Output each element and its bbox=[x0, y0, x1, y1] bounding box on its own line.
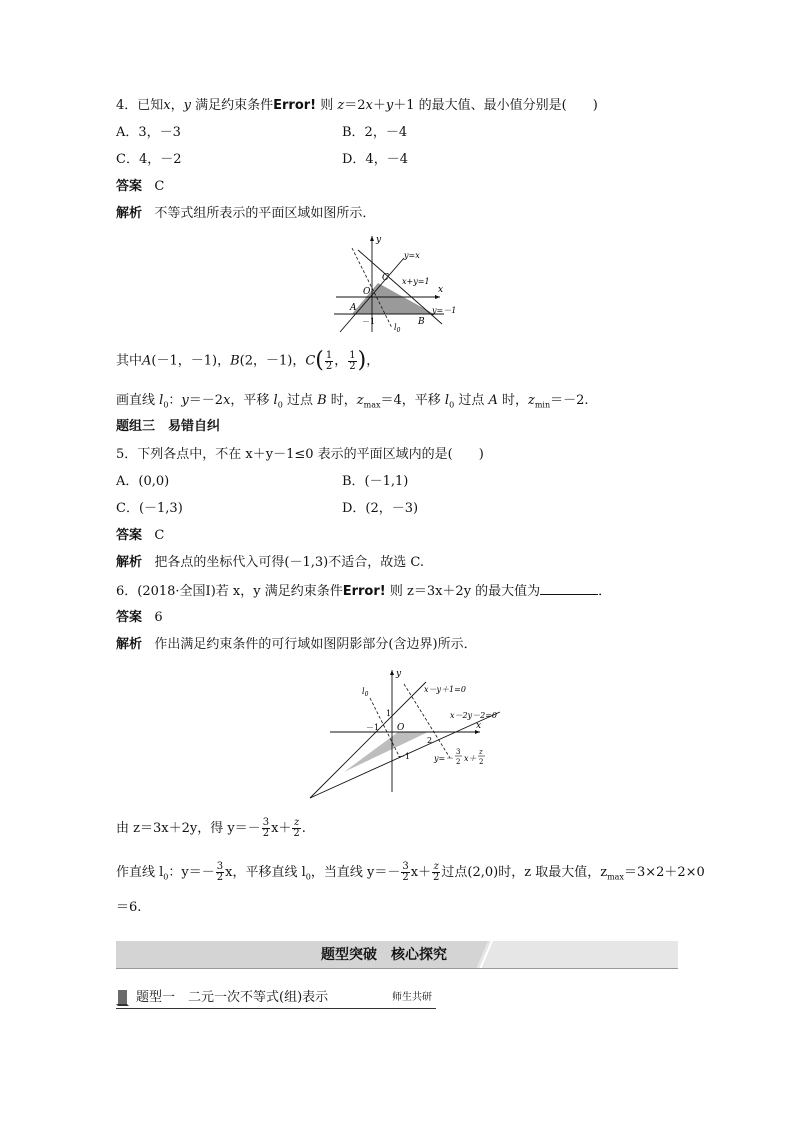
svg-text:z: z bbox=[479, 748, 483, 756]
fig2-y-label: y bbox=[396, 669, 402, 679]
section-banner bbox=[116, 941, 678, 969]
q4-option-a: A．3，－3 bbox=[116, 125, 181, 140]
fig1-neg1: －1 bbox=[362, 317, 376, 326]
figure-feasible-region-1 bbox=[332, 228, 462, 334]
fig1-y-label: y bbox=[376, 235, 382, 245]
fig2-neg1-y: －1 bbox=[397, 752, 411, 761]
fig1-point-b: B bbox=[418, 317, 425, 327]
topic-tag: 师生共研 bbox=[392, 992, 432, 1003]
fig2-origin-label: O bbox=[397, 723, 405, 733]
topic-marker-icon bbox=[116, 990, 130, 1006]
q5-option-d: D．(2，－3) bbox=[342, 501, 419, 516]
q5-answer: 答案 C bbox=[116, 528, 165, 543]
q4-option-c: C．4，－2 bbox=[116, 152, 182, 167]
fig2-two: 2 bbox=[427, 736, 433, 745]
topic-heading bbox=[116, 988, 436, 1010]
svg-text:2: 2 bbox=[479, 758, 484, 766]
fig2-line2-label: x－2y－2=0 bbox=[450, 711, 498, 720]
q4-option-b: B．2，－4 bbox=[342, 125, 408, 140]
line-shifted-dashed bbox=[404, 684, 450, 758]
q5-option-b: B．(－1,1) bbox=[342, 474, 409, 489]
q6-stem: 6．(2018·全国Ⅰ)若 x，y 满足约束条件Error! 则 z＝3x＋2y 的最大值为 ． bbox=[116, 584, 612, 599]
q4-solution-line: 画直线 $l_0$：y＝－2x，平移 $l_0$ 过点 B 时，$z_{max}=4$，平移 $l_0$ 过点 A 时，$z_{min}=-2$. bbox=[116, 393, 589, 410]
q6-derivation: 由 z＝3x＋2y，得 y＝－ $\frac{3}{2}$ x＋ $\frac{z}{2}$ . bbox=[116, 817, 306, 839]
error-text: Error! bbox=[273, 98, 317, 113]
q4-stem: 4．已知x，y 满足约束条件Error! 则 z＝2x＋y＋1 的最大值、最小值分别是( ) bbox=[116, 98, 598, 113]
q6-analysis: 解析 作出满足约束条件的可行域如图阴影部分(含边界)所示． bbox=[116, 637, 477, 652]
figure-feasible-region-2 bbox=[300, 660, 506, 800]
fig2-line1-label: x－y＋1=0 bbox=[424, 685, 466, 694]
answer-blank bbox=[540, 582, 598, 595]
fig1-label-x-plus-y-1: x+y=1 bbox=[402, 277, 430, 286]
q4-option-d: D．4，－4 bbox=[342, 152, 408, 167]
topic-rule bbox=[116, 1008, 436, 1009]
topic-title: 题型一 二元一次不等式(组)表示 bbox=[136, 990, 329, 1005]
svg-text:x＋: x＋ bbox=[464, 754, 477, 763]
fig1-origin-label: O bbox=[363, 287, 371, 297]
q4-points: 其中A(－1，－1)，B(2，－1)，C( $\frac{1}{2}$ ， $\frac{1}{2}$ )， bbox=[116, 348, 380, 373]
fig1-label-y-neg1: y=－1 bbox=[432, 306, 457, 315]
fig2-x-label: x bbox=[476, 721, 482, 731]
fig1-point-c: C bbox=[382, 273, 389, 283]
q5-analysis: 解析 把各点的坐标代入可得(－1,3)不适合，故选 C. bbox=[116, 555, 424, 570]
q5-option-c: C．(－1,3) bbox=[116, 501, 183, 516]
q6-answer: 答案 6 bbox=[116, 610, 163, 625]
svg-text:3: 3 bbox=[456, 748, 461, 756]
fig1-l0: $l_0$ bbox=[394, 323, 401, 334]
q5-stem: 5．下列各点中，不在 x＋y－1≤0 表示的平面区域内的是( ) bbox=[116, 447, 484, 462]
fig1-label-y-eq-x: y=x bbox=[404, 251, 420, 260]
fig1-x-label: x bbox=[438, 285, 444, 295]
svg-text:y=－: y=－ bbox=[434, 754, 454, 763]
fig2-neg1-x: －1 bbox=[366, 723, 380, 732]
fig1-point-a: A bbox=[350, 303, 357, 313]
group3-title: 题组三 易错自纠 bbox=[116, 419, 221, 434]
q6-solution-line: 作直线 $l_0$：y＝－ $\frac{3}{2}$ x，平移直线 $l_0$，当直线 y＝－ $\frac{3}{2}$ x＋ $\frac{z}{2}$ 过点(2,0)时，z 取最大值，$z_{max}=3\times 2+2\times 0$ bbox=[116, 861, 705, 883]
banner-title: 题型突破 核心探究 bbox=[321, 947, 447, 963]
svg-text:2: 2 bbox=[456, 758, 461, 766]
q4-answer: 答案 C bbox=[116, 179, 165, 194]
q4-analysis: 解析 不等式组所表示的平面区域如图所示． bbox=[116, 206, 376, 221]
q5-option-a: A．(0,0) bbox=[116, 474, 170, 489]
fig2-line3-label bbox=[433, 748, 485, 766]
fig2-l0: $l_0$ bbox=[362, 687, 369, 698]
fig2-one: 1 bbox=[386, 709, 392, 718]
q6-solution-end: ＝6. bbox=[116, 900, 142, 915]
